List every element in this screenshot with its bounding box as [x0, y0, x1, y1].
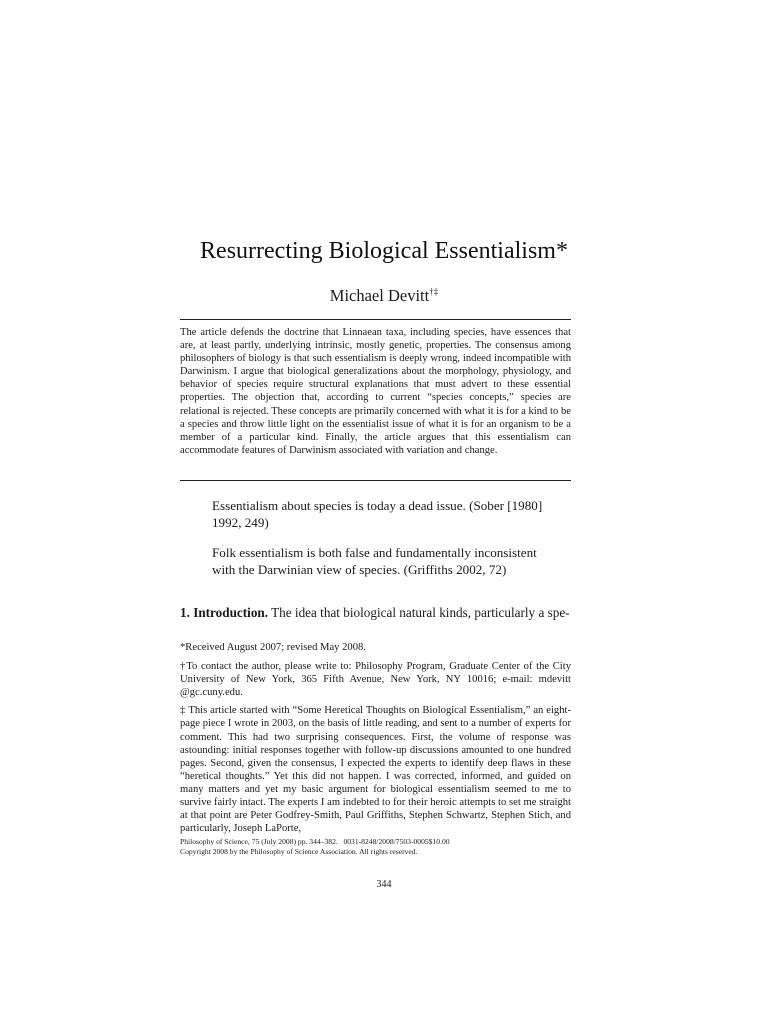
abstract-top-rule: [180, 319, 571, 320]
author-name: Michael Devitt: [329, 286, 430, 305]
abstract: The article defends the doctrine that Linnaean taxa, including species, have essences that are, at least partly, underlying intrinsic, mostly genetic, properties. The consensus among philosophers of biology is that such essentialism is deeply wrong, indeed incompatible with Darwinism. I argue that biological generalizations about the morphology, physiology, and behavior of species require structural explanations that must advert to these essential properties. The objection that, according to current “species concepts,” species are relational is rejected. These concepts are primarily concerned with what it is for a kind to be a species and throw little light on the essentialist issue of what it is for an organism to be a member of a particular kind. Finally, the article argues that this essentialism can accommodate features of Darwinism associated with variation and change.: [180, 327, 571, 456]
epigraph-sober: Essentialism about species is today a dead issue. (Sober [1980] 1992, 249): [212, 498, 543, 530]
introduction-text: The idea that biological natural kinds, particularly a spe-: [271, 605, 570, 620]
footnotes: [180, 641, 571, 840]
author-line: [0, 286, 768, 306]
section-number: 1.: [180, 605, 190, 620]
section-title: Introduction.: [193, 605, 269, 620]
page-number: 344: [376, 879, 392, 890]
introduction-section: [180, 605, 575, 621]
abstract-bottom-rule: [180, 480, 571, 481]
footnote-contact: †To contact the author, please write to: Philosophy Program, Graduate Center of the City University of New York, 365 Fifth Avenue, New York, NY 10016; e-mail: mdevitt @gc.cuny.edu.: [180, 661, 571, 699]
epigraph-griffiths: Folk essentialism is both false and fundamentally inconsistent with the Darwinian view of species. (Griffiths 2002, 72): [212, 545, 537, 577]
journal-citation: Philosophy of Science, 75 (July 2008) pp. 344–382. 0031-8248/2008/7503-0005$10.00: [180, 837, 450, 846]
footnote-acknowledgments: ‡ This article started with “Some Heretical Thoughts on Biological Essentialism,” an eight-page piece I wrote in 2003, on the basis of little reading, and sent to a number of experts for comment. This had two surprising consequences. First, the volume of response was astounding: initial responses together with follow-up discussions amounted to one hundred pages. Second, given the consensus, I expected the experts to identify deep flaws in these “heretical thoughts.” Yet this did not happen. I was corrected, informed, and guided on many matters and yet my basic argument for biological essentialism seemed to me to survive fairly intact. The experts I am indebted to for their heroic attempts to set me straight at that point are Peter Godfrey-Smith, Paul Griffiths, Stephen Schwartz, Stephen Stich, and particularly, Joseph LaPorte,: [180, 705, 571, 835]
article-title: Resurrecting Biological Essentialism*: [200, 238, 568, 264]
copyright-notice: Copyright 2008 by the Philosophy of Science Association. All rights reserved.: [180, 846, 418, 856]
footnote-received: *Received August 2007; revised May 2008.: [180, 642, 366, 653]
author-footnote-marks: †‡: [429, 286, 439, 297]
publication-info: [180, 837, 571, 856]
